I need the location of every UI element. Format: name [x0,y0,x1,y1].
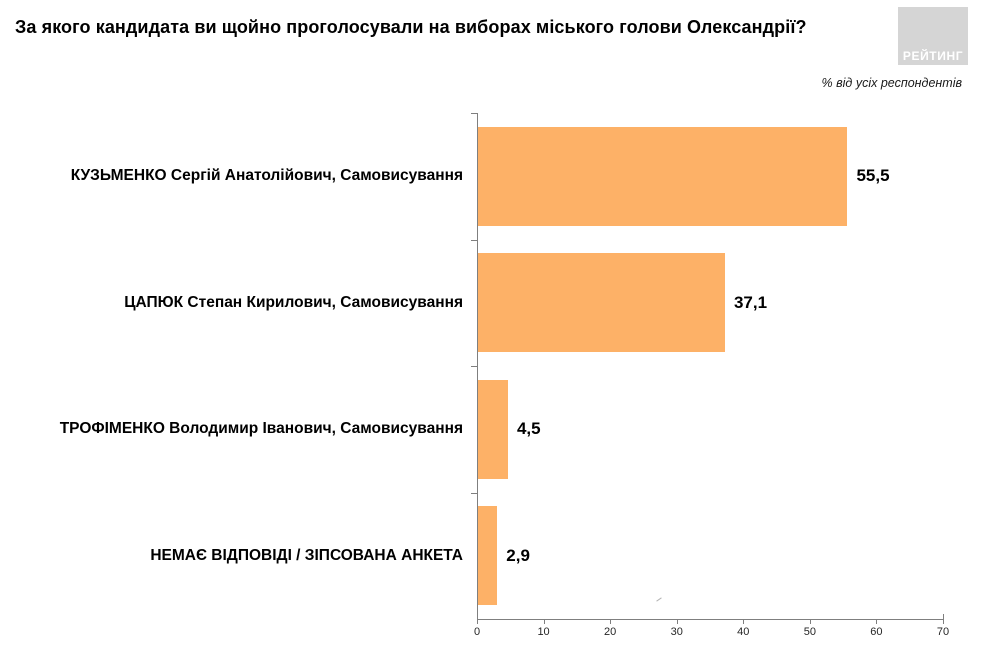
value-label: 55,5 [856,166,890,186]
x-axis-tick-label: 20 [604,626,617,638]
x-axis-tick-label: 60 [870,626,883,638]
category-label: ЦАПЮК Степан Кирилович, Самовисування [124,293,463,311]
x-axis-tick [943,620,944,624]
bar [478,127,847,226]
category-label: ТРОФІМЕНКО Володимир Іванович, Самовисування [59,420,463,438]
y-axis-tick [471,493,477,494]
chart-subtitle: % від усіх респондентів [821,76,962,90]
category-label: КУЗЬМЕНКО Сергій Анатолійович, Самовисування [70,167,463,185]
x-axis-end-cap [943,614,944,619]
y-axis-tick [471,366,477,367]
chart-title: За якого кандидата ви щойно проголосували на виборах міського голови Олександрії? [15,17,807,37]
x-axis-tick [477,620,478,624]
x-axis-tick [743,620,744,624]
rating-logo-text: РЕЙТИНГ [902,49,964,63]
bar [478,380,508,479]
x-axis-tick-label: 70 [936,626,950,638]
category-label: НЕМАЄ ВІДПОВІДІ / ЗІПСОВАНА АНКЕТА [150,546,463,564]
x-axis-tick-label: 10 [537,626,550,638]
x-axis-tick-label: 0 [473,626,481,638]
x-axis-tick [677,620,678,624]
value-label: 2,9 [506,545,530,565]
x-axis-tick [544,620,545,624]
y-axis-tick [471,113,477,114]
x-axis-tick-label: 30 [670,626,683,638]
x-axis-tick-label: 50 [803,626,816,638]
x-axis-tick [810,620,811,624]
y-axis-tick [471,240,477,241]
bar [478,253,725,352]
x-axis-tick-label: 40 [737,626,750,638]
rating-group-logo [898,7,968,65]
x-axis-tick [610,620,611,624]
value-label: 37,1 [733,292,768,312]
x-axis-tick [876,620,877,624]
value-label: 4,5 [516,419,541,439]
bar [478,506,497,605]
